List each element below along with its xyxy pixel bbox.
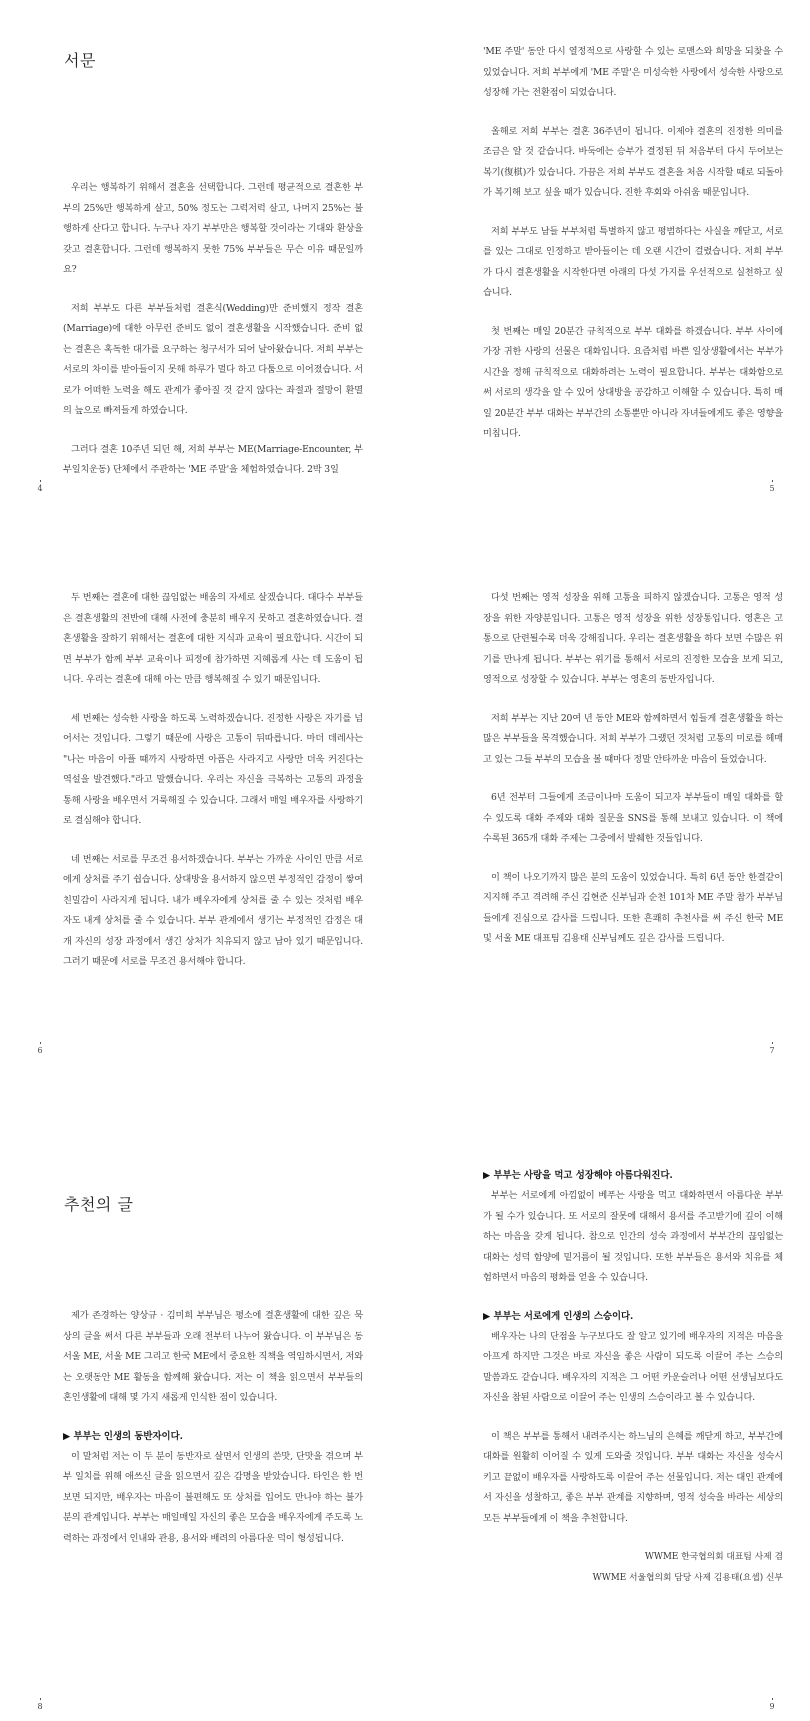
paragraph: 그러다 결혼 10주년 되던 해, 저희 부부는 ME(Marriage-Encounter, 부부일치운동) 단체에서 주관하는 'ME 주말'을 체험하였습니다. 2박 3일: [63, 443, 363, 475]
spread-pages-8-9: [0, 1148, 810, 1721]
paragraph: 이 책은 부부를 통해서 내려주시는 하느님의 은혜를 깨닫게 하고, 부부간에 대화를 원활히 이어질 수 있게 도와줄 것입니다. 부부 대화는 자신을 성숙시키고 끝없이 배우자를 사랑하도록 이끌어 주는 선물입니다. 저는 대인 관계에서 자신을 성찰하고, 좋은 부부 관계를 지향하며, 영적 성숙을 바라는 세상의 모든 부부들에게 이 책을 추천합니다.: [483, 1430, 783, 1524]
page-tick: [772, 1698, 773, 1700]
page-number: 5: [767, 480, 777, 493]
page-tick: [772, 480, 773, 482]
page-number: 7: [767, 1042, 777, 1055]
paragraph: 6년 전부터 그들에게 조금이나마 도움이 되고자 부부들이 매일 대화를 할 수 있도록 대화 주제와 대화 질문을 SNS를 통해 보내고 있습니다. 이 책에 수록된 365개 대화 주제는 그중에서 발췌한 것들입니다.: [483, 792, 783, 844]
paragraph: 'ME 주말' 동안 다시 열정적으로 사랑할 수 있는 로맨스와 희망을 되찾을 수 있었습니다. 저희 부부에게 'ME 주말'은 미성숙한 사랑에서 성숙한 사랑으로 성장해 가는 전환점이 되었습니다.: [483, 46, 783, 98]
paragraph: 두 번째는 결혼에 대한 끊임없는 배움의 자세로 살겠습니다. 대다수 부부들은 결혼생활의 전반에 대해 사전에 충분히 배우지 못하고 결혼하였습니다. 결혼생활을 잘하기 위해서는 결혼에 대한 지식과 교육이 필요합니다. 시간이 되면 부부가 함께 부부 교육이나 피정에 참가하면 지혜롭게 사는 데 도움이 됩니다. 우리는 결혼에 대해 아는 만큼 행복해질 수 있기 때문입니다.: [63, 592, 363, 685]
subsection-title: ▶ 부부는 서로에게 인생의 스승이다.: [483, 1310, 634, 1322]
spread-pages-6-7: [0, 574, 810, 1134]
paragraph: 저희 부부도 다른 부부들처럼 결혼식(Wedding)만 준비했지 정작 결혼(Marriage)에 대한 아무런 준비도 없이 결혼생활을 시작했습니다. 준비 없는 결혼은 혹독한 대가를 요구하는 청구서가 되어 날아왔습니다. 저희 부부는 서로의 차이를 받아들이지 못해 하루가 멀다 하고 다툼으로 이어졌습니다. 서로가 어떠한 노력을 해도 관계가 좋아질 것 같지 않다는 좌절과 절망이 환멸의 늪으로 빠져들게 하였습니다.: [63, 302, 363, 416]
page-number: 6: [35, 1042, 45, 1055]
section-title-recommendation: 추천의 글: [64, 1195, 134, 1214]
paragraph: 부부는 서로에게 아낌없이 베푸는 사랑을 먹고 대화하면서 아름다운 부부가 될 수가 있습니다. 또 서로의 잘못에 대해서 용서를 주고받기에 깊이 이해하는 마음을 갖게 됩니다. 참으로 인간의 성숙 과정에서 부부간의 끊임없는 대화는 성덕 함양에 밑거름이 될 것입니다. 또한 부부들은 용서와 치유를 체험하면서 마음의 평화를 얻을 수 있습니다.: [483, 1190, 783, 1283]
paragraph: 첫 번째는 매일 20분간 규칙적으로 부부 대화를 하겠습니다. 부부 사이에 가장 귀한 사랑의 선물은 대화입니다. 요즘처럼 바쁜 일상생활에서는 부부가 시간을 정해 규칙적으로 대화하려는 노력이 필요합니다. 부부는 대화함으로써 서로의 생각을 알 수 있어 상대방을 공감하고 이해할 수 있습니다. 특히 매일 20분간 부부 대화는 부부간의 소통뿐만 아니라 자녀들에게도 좋은 영향을 미칩니다.: [483, 325, 783, 439]
page-tick: [40, 1042, 41, 1044]
paragraph: 네 번째는 서로를 무조건 용서하겠습니다. 부부는 가까운 사이인 만큼 서로에게 상처를 주기 쉽습니다. 상대방을 용서하지 않으면 부정적인 감정이 쌓여 친밀감이 사라지게 됩니다. 내가 배우자에게 상처를 줄 수 있는 것처럼 배우자도 내게 상처를 줄 수 있습니다. 부부 관계에서 생기는 부정적인 감정은 대개 자신의 성장 과정에서 생긴 상처가 치유되지 않고 남아 있기 때문입니다. 그러기 때문에 서로를 무조건 용서해야 합니다.: [63, 853, 363, 967]
page-8-body: [63, 1306, 363, 1567]
page-4-body: [63, 178, 363, 499]
signature-line: WWME 한국협의회 대표팀 사제 겸: [644, 1552, 783, 1562]
paragraph: 우리는 행복하기 위해서 결혼을 선택합니다. 그런데 평균적으로 결혼한 부부의 25%만 행복하게 살고, 50% 정도는 그럭저럭 살고, 나머지 25%는 불행하게 산다고 합니다. 누구나 자기 부부만은 행복할 것이라는 기대와 환상을 갖고 결혼합니다. 그런데 행복하지 못한 75% 부부들은 무슨 이유 때문일까요?: [63, 182, 363, 275]
paragraph: 다섯 번째는 영적 성장을 위해 고통을 피하지 않겠습니다. 고통은 영적 성장을 위한 자양분입니다. 고통은 영적 성장을 위한 성장통입니다. 영혼은 고통으로 단련될수록 더욱 강해집니다. 우리는 결혼생활을 하다 보면 수많은 위기를 만나게 됩니다. 부부는 위기를 통해서 서로의 진정한 모습을 보게 되고, 영적으로 성장할 수 있습니다. 부부는 영혼의 동반자입니다.: [483, 592, 783, 685]
paragraph: 저희 부부는 지난 20여 년 동안 ME와 함께하면서 힘들게 결혼생활을 하는 많은 부부들을 목격했습니다. 저희 부부가 그랬던 것처럼 고통의 미로를 헤매고 있는 그들 부부의 모습을 볼 때마다 정말 안타까운 마음이 들었습니다.: [483, 712, 783, 765]
paragraph: 저희 부부도 남들 부부처럼 특별하지 않고 평범하다는 사실을 깨닫고, 서로를 있는 그대로 인정하고 받아들이는 데 오랜 시간이 걸렸습니다. 저희 부부가 다시 결혼생활을 시작한다면 아래의 다섯 가지를 우선적으로 실천하고 싶습니다.: [483, 225, 783, 298]
page-tick: [40, 480, 41, 482]
paragraph: 올해로 저희 부부는 결혼 36주년이 됩니다. 이제야 결혼의 진정한 의미를 조금은 알 것 같습니다. 바둑에는 승부가 결정된 뒤 처음부터 다시 두어보는 복기(復棋)가 있습니다. 가끔은 저희 부부도 결혼을 처음 시작할 때로 되돌아가 복기해 보고 싶을 때가 있습니다. 진한 후회와 아쉬움 때문입니다.: [483, 125, 783, 198]
section-title-preface: 서문: [64, 51, 96, 70]
subsection-title: ▶ 부부는 사랑을 먹고 성장해야 아름다워진다.: [483, 1170, 673, 1181]
page-number: 9: [767, 1698, 777, 1711]
page-tick: [772, 1042, 773, 1044]
paragraph: 배우자는 나의 단점을 누구보다도 잘 알고 있기에 배우자의 지적은 마음을 아프게 하지만 그것은 바로 자신을 좋은 사람이 되도록 이끌어 주는 스승의 말씀과도 같습니다. 배우자의 지적은 그 어떤 카운슬러나 어떤 선생님보다도 자신을 참된 사람으로 이끌어 주는 인생의 스승이라고 볼 수 있습니다.: [483, 1330, 783, 1403]
page-7-body: [483, 588, 783, 968]
page-6-body: [63, 588, 363, 991]
page-tick: [40, 1698, 41, 1700]
page-number: 4: [35, 480, 45, 493]
paragraph: 이 책이 나오기까지 많은 분의 도움이 있었습니다. 특히 6년 동안 한결같이 지지해 주고 격려해 주신 김현준 신부님과 순천 101차 ME 주말 참가 부부님들에게 진심으로 감사를 드립니다. 또한 흔쾌히 추천사를 써 주신 한국 ME 및 서울 ME 대표팀 김용태 신부님께도 깊은 감사를 드립니다.: [483, 871, 783, 944]
paragraph: 이 말처럼 저는 이 두 분이 동반자로 살면서 인생의 쓴맛, 단맛을 겪으며 부부 일치를 위해 애쓰신 글을 읽으면서 깊은 감명을 받았습니다. 타인은 한 번 보면 되지만, 배우자는 마음이 불편해도 또 상처를 입어도 만나야 하는 불가분의 관계입니다. 부부는 매일매일 자신의 좋은 모습을 배우자에게 주도록 노력하는 과정에서 인내와 관용, 용서와 배려의 아름다운 덕이 형성됩니다.: [63, 1450, 363, 1544]
paragraph: 제가 존경하는 양상규 · 김미희 부부님은 평소에 결혼생활에 대한 깊은 묵상의 글을 써서 다른 부부들과 오래 전부터 나누어 왔습니다. 이 부부님은 동서울 ME, 서울 ME 그리고 한국 ME에서 중요한 직책을 역임하시면서, 저와는 오랫동안 ME 활동을 함께해 왔습니다. 저는 이 책을 읽으면서 부부들의 혼인생활에 대해 몇 가지 새롭게 인식한 점이 있습니다.: [63, 1310, 363, 1403]
signature-line: WWME 서울협의회 담당 사제 김용태(요셉) 신부: [592, 1573, 783, 1583]
spread-pages-4-5: [0, 0, 810, 560]
page-9-body: [483, 1166, 783, 1589]
paragraph: 세 번째는 성숙한 사랑을 하도록 노력하겠습니다. 진정한 사랑은 자기를 넘어서는 것입니다. 그렇기 때문에 사랑은 고통이 뒤따릅니다. 마더 데레사는 "나는 마음이 아플 때까지 사랑하면 아픔은 사라지고 사랑만 더욱 커진다는 역설을 발견했다."라고 말했습니다. 우리는 자신을 극복하는 고통의 과정을 통해 사랑을 배우면서 거룩해질 수 있습니다. 그래서 매일 배우자를 사랑하기로 결심해야 합니다.: [63, 712, 363, 826]
page-5-body: [483, 42, 783, 463]
subsection-title: ▶ 부부는 인생의 동반자이다.: [63, 1430, 183, 1442]
page-number: 8: [35, 1698, 45, 1711]
